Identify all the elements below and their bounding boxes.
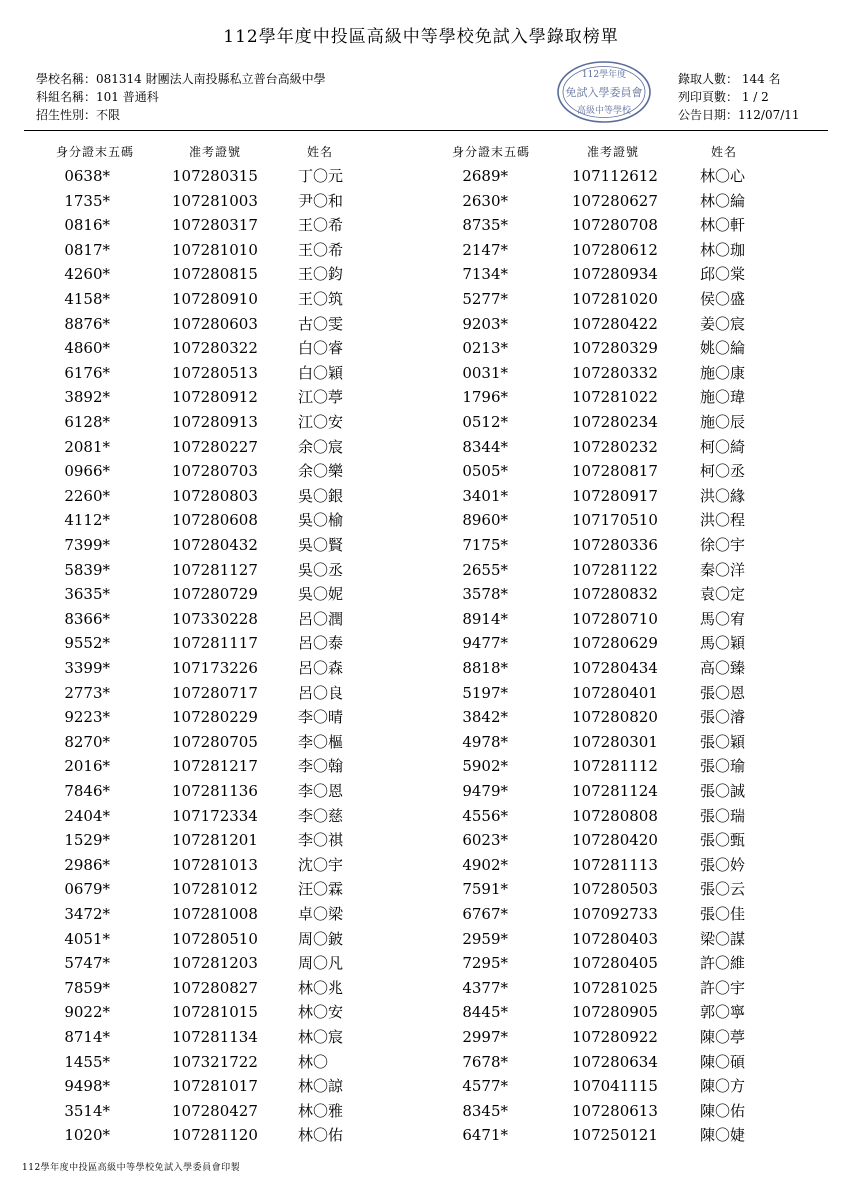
row-exam-left: 107281134	[172, 1028, 258, 1046]
row-name-right: 許〇維	[700, 954, 746, 973]
row-id-right: 9477*	[462, 634, 508, 653]
row-name-right: 馬〇宥	[700, 609, 746, 628]
col-header-id-left: 身分證末五碼	[55, 145, 134, 159]
row-id-right: 2997*	[462, 1028, 508, 1046]
row-id-left: 1020*	[64, 1126, 110, 1145]
row-exam-right: 107170510	[572, 511, 658, 530]
row-id-right: 6471*	[462, 1126, 508, 1145]
announce-date: 公告日期：112/07/11	[678, 108, 800, 122]
row-name-right: 張〇恩	[700, 683, 746, 702]
row-name-right: 侯〇盛	[700, 290, 746, 308]
col-header-id-right: 身分證末五碼	[451, 145, 530, 159]
row-name-left: 林〇宸	[298, 1028, 344, 1046]
row-name-right: 張〇濬	[700, 708, 746, 727]
row-exam-left: 107280227	[172, 437, 258, 456]
row-id-right: 3401*	[462, 486, 508, 505]
row-exam-right: 107280232	[572, 437, 658, 456]
row-exam-left: 107281203	[172, 954, 258, 973]
row-id-left: 5747*	[64, 954, 110, 973]
row-name-left: 江〇安	[298, 413, 344, 431]
row-name-left: 丁〇元	[298, 167, 344, 185]
row-name-left: 卓〇梁	[298, 905, 344, 923]
row-id-left: 7859*	[64, 978, 110, 997]
row-exam-left: 107280815	[172, 265, 258, 284]
row-name-left: 王〇鈞	[298, 265, 344, 284]
row-name-left: 呂〇泰	[298, 634, 344, 653]
row-id-left: 3399*	[64, 659, 110, 677]
row-exam-left: 107281015	[172, 1003, 258, 1022]
row-id-right: 8345*	[462, 1101, 508, 1120]
row-id-right: 4377*	[462, 978, 508, 997]
row-exam-left: 107330228	[172, 609, 258, 628]
row-exam-right: 107281022	[572, 388, 658, 407]
row-id-left: 8270*	[64, 732, 110, 751]
row-id-left: 3472*	[64, 905, 110, 923]
row-name-right: 洪〇程	[700, 511, 746, 530]
row-id-right: 8344*	[462, 437, 508, 456]
row-id-left: 0817*	[64, 240, 110, 259]
row-id-right: 7295*	[462, 954, 508, 973]
row-exam-right: 107041115	[572, 1077, 658, 1096]
row-id-left: 6128*	[64, 413, 110, 431]
row-exam-right: 107280422	[572, 314, 658, 333]
row-exam-right: 107112612	[572, 167, 658, 185]
row-exam-right: 107250121	[572, 1126, 658, 1145]
row-id-left: 4051*	[64, 929, 110, 948]
row-name-left: 呂〇潤	[298, 609, 344, 628]
row-exam-right: 107280629	[572, 634, 658, 653]
row-exam-left: 107281017	[172, 1077, 258, 1096]
row-name-right: 林〇心	[700, 167, 746, 185]
row-exam-left: 107280803	[172, 486, 258, 505]
row-id-right: 0505*	[462, 462, 508, 481]
row-name-right: 張〇誠	[700, 782, 746, 800]
row-exam-left: 107281120	[172, 1126, 258, 1145]
row-id-left: 8876*	[64, 314, 110, 333]
row-exam-left: 107280427	[172, 1101, 258, 1120]
row-name-left: 古〇雯	[298, 314, 344, 333]
row-exam-left: 107281008	[172, 905, 258, 923]
page-count: 列印頁數： 1 / 2	[678, 90, 769, 104]
row-exam-left: 107321722	[172, 1052, 258, 1071]
col-header-name-right: 姓名	[710, 145, 737, 159]
row-exam-left: 107280315	[172, 167, 258, 185]
row-id-left: 3514*	[64, 1101, 110, 1120]
row-exam-right: 107280817	[572, 462, 658, 481]
row-name-right: 張〇云	[700, 880, 746, 899]
row-id-left: 3892*	[64, 388, 110, 407]
row-id-left: 0638*	[64, 167, 110, 185]
row-id-left: 1455*	[64, 1052, 110, 1071]
row-id-right: 1796*	[462, 388, 508, 407]
row-id-left: 4260*	[64, 265, 110, 284]
row-exam-right: 107280905	[572, 1003, 658, 1022]
row-id-right: 9203*	[462, 314, 508, 333]
row-name-left: 白〇睿	[298, 339, 344, 358]
row-id-left: 9223*	[64, 708, 110, 727]
row-id-left: 7846*	[64, 782, 110, 800]
row-exam-right: 107280612	[572, 240, 658, 259]
row-id-right: 5197*	[462, 683, 508, 702]
row-id-left: 2404*	[64, 806, 110, 825]
row-name-left: 吳〇妮	[298, 585, 344, 604]
row-exam-right: 107281122	[572, 560, 658, 579]
row-exam-right: 107280922	[572, 1028, 658, 1046]
row-exam-right: 107280420	[572, 831, 658, 850]
row-name-right: 張〇瑜	[700, 757, 746, 776]
row-name-left: 吳〇銀	[298, 486, 344, 505]
row-id-left: 4112*	[64, 511, 110, 530]
row-exam-left: 107281217	[172, 757, 258, 776]
row-name-right: 梁〇謀	[700, 929, 746, 948]
gender-info: 招生性別：不限	[36, 108, 121, 122]
page-title: 112學年度中投區高級中等學校免試入學錄取榜單	[223, 27, 619, 47]
row-exam-right: 107281113	[572, 855, 658, 874]
row-id-left: 0966*	[64, 462, 110, 481]
row-name-right: 陳〇方	[700, 1077, 746, 1096]
row-id-right: 0213*	[462, 339, 508, 358]
row-exam-left: 107280513	[172, 363, 258, 382]
row-id-left: 2260*	[64, 486, 110, 505]
row-exam-left: 107280913	[172, 413, 258, 431]
footer-note: 112學年度中投區高級中等學校免試入學委員會印製	[22, 1163, 241, 1173]
row-exam-left: 107280229	[172, 708, 258, 727]
row-name-left: 余〇宸	[298, 437, 344, 456]
row-id-left: 1735*	[64, 191, 110, 210]
row-id-right: 2630*	[462, 191, 508, 210]
row-name-right: 張〇妗	[700, 855, 746, 874]
row-exam-left: 107281012	[172, 880, 258, 899]
row-id-right: 4556*	[462, 806, 508, 825]
row-name-right: 陳〇婕	[700, 1126, 746, 1145]
row-exam-right: 107280613	[572, 1101, 658, 1120]
row-exam-right: 107280434	[572, 659, 658, 677]
row-exam-right: 107281020	[572, 290, 658, 308]
row-name-right: 郭〇寧	[700, 1003, 746, 1022]
row-exam-left: 107280603	[172, 314, 258, 333]
row-exam-left: 107281136	[172, 782, 258, 800]
row-name-left: 王〇希	[298, 240, 344, 259]
row-name-left: 李〇慈	[298, 806, 344, 825]
row-exam-right: 107280332	[572, 363, 658, 382]
admission-summary	[678, 70, 800, 124]
col-header-exam-left: 准考證號	[188, 145, 241, 159]
row-id-right: 8445*	[462, 1003, 508, 1022]
row-id-right: 3842*	[462, 708, 508, 727]
row-exam-left: 107173226	[172, 659, 258, 677]
row-id-left: 9498*	[64, 1077, 110, 1096]
row-id-right: 8960*	[462, 511, 508, 530]
row-exam-right: 107280627	[572, 191, 658, 210]
row-id-right: 7134*	[462, 265, 508, 284]
row-exam-right: 107280917	[572, 486, 658, 505]
row-id-right: 2147*	[462, 240, 508, 259]
row-id-left: 4158*	[64, 290, 110, 308]
row-name-right: 陳〇碩	[700, 1052, 746, 1071]
row-exam-right: 107280403	[572, 929, 658, 948]
row-name-right: 張〇瑞	[700, 806, 746, 825]
row-id-right: 6023*	[462, 831, 508, 850]
row-name-left: 林〇諒	[298, 1077, 344, 1096]
row-name-left: 李〇樞	[298, 732, 344, 751]
row-exam-right: 107280820	[572, 708, 658, 727]
row-exam-right: 107280634	[572, 1052, 658, 1071]
row-exam-right: 107281025	[572, 978, 658, 997]
row-id-left: 0679*	[64, 880, 110, 899]
row-id-right: 0512*	[462, 413, 508, 431]
row-name-left: 吳〇榆	[298, 511, 344, 530]
row-exam-left: 107280910	[172, 290, 258, 308]
row-name-right: 馬〇穎	[700, 634, 746, 653]
row-name-left: 李〇晴	[298, 708, 344, 727]
school-name: 學校名稱：081314 財團法人南投縣私立普台高級中學	[36, 72, 326, 86]
row-name-right: 柯〇綺	[700, 437, 746, 456]
row-name-right: 林〇珈	[700, 240, 746, 259]
row-exam-left: 107280510	[172, 929, 258, 948]
row-id-right: 7678*	[462, 1052, 508, 1071]
row-id-right: 0031*	[462, 363, 508, 382]
row-name-right: 洪〇緣	[700, 486, 746, 505]
row-id-right: 2959*	[462, 929, 508, 948]
row-id-left: 2773*	[64, 683, 110, 702]
row-exam-right: 107280301	[572, 732, 658, 751]
row-name-right: 許〇宇	[700, 978, 746, 997]
row-id-right: 6767*	[462, 905, 508, 923]
row-name-left: 王〇希	[298, 216, 344, 235]
row-exam-right: 107280329	[572, 339, 658, 358]
row-exam-left: 107280705	[172, 732, 258, 751]
row-name-right: 柯〇丞	[700, 462, 746, 481]
row-id-right: 9479*	[462, 782, 508, 800]
row-id-right: 7591*	[462, 880, 508, 899]
row-name-left: 林〇雅	[298, 1101, 344, 1120]
row-exam-left: 107280717	[172, 683, 258, 702]
row-id-right: 4902*	[462, 855, 508, 874]
committee-seal	[556, 60, 652, 124]
row-exam-left: 107281201	[172, 831, 258, 850]
row-id-left: 7399*	[64, 536, 110, 554]
admitted-count: 錄取人數： 144 名	[678, 72, 781, 86]
row-name-left: 林〇安	[298, 1003, 344, 1022]
row-name-left: 汪〇霖	[298, 880, 344, 899]
row-id-right: 2689*	[462, 167, 508, 185]
row-name-right: 施〇康	[700, 363, 746, 382]
row-name-right: 陳〇佑	[700, 1101, 746, 1120]
row-name-right: 林〇綸	[700, 191, 746, 210]
row-name-left: 呂〇森	[298, 659, 344, 677]
row-name-left: 呂〇良	[298, 683, 344, 702]
row-exam-right: 107280934	[572, 265, 658, 284]
row-id-left: 6176*	[64, 363, 110, 382]
row-id-left: 3635*	[64, 585, 110, 604]
row-exam-left: 107281010	[172, 240, 258, 259]
row-exam-left: 107281117	[172, 634, 258, 653]
row-id-right: 4978*	[462, 732, 508, 751]
row-exam-right: 107280336	[572, 536, 658, 554]
row-exam-left: 107281127	[172, 560, 258, 579]
row-name-right: 林〇軒	[700, 216, 746, 235]
row-id-right: 3578*	[462, 585, 508, 604]
row-name-left: 李〇祺	[298, 831, 344, 850]
row-name-left: 吳〇丞	[298, 560, 344, 579]
row-exam-left: 107280729	[172, 585, 258, 604]
row-name-left: 林〇兆	[298, 978, 344, 997]
row-id-right: 4577*	[462, 1077, 508, 1096]
row-exam-left: 107280827	[172, 978, 258, 997]
row-id-right: 5902*	[462, 757, 508, 776]
row-id-left: 5839*	[64, 560, 110, 579]
row-name-right: 姜〇宸	[700, 314, 746, 333]
row-name-right: 張〇甄	[700, 831, 746, 850]
row-name-left: 周〇鈹	[298, 929, 344, 948]
row-exam-right: 107280401	[572, 683, 658, 702]
row-exam-left: 107281013	[172, 855, 258, 874]
row-exam-right: 107280832	[572, 585, 658, 604]
row-name-right: 張〇穎	[700, 732, 746, 751]
department-name: 科組名稱：101 普通科	[36, 90, 159, 104]
row-exam-left: 107280317	[172, 216, 258, 235]
row-name-right: 施〇瑋	[700, 388, 746, 407]
col-header-name-left: 姓名	[306, 145, 333, 159]
seal-text-bottom: 高級中等學校	[576, 106, 632, 116]
row-id-left: 8366*	[64, 609, 110, 628]
row-id-left: 9552*	[64, 634, 110, 653]
row-exam-left: 107280432	[172, 536, 258, 554]
row-id-left: 2016*	[64, 757, 110, 776]
row-name-left: 余〇樂	[298, 462, 344, 481]
seal-text-middle: 免試入學委員會	[565, 86, 643, 99]
row-exam-right: 107280503	[572, 880, 658, 899]
row-id-left: 4860*	[64, 339, 110, 358]
header-divider	[24, 130, 828, 131]
row-name-left: 林〇	[298, 1052, 329, 1071]
row-id-right: 8818*	[462, 659, 508, 677]
row-exam-right: 107280405	[572, 954, 658, 973]
row-exam-left: 107280322	[172, 339, 258, 358]
row-name-left: 林〇佑	[298, 1126, 344, 1145]
row-name-right: 陳〇葶	[700, 1028, 746, 1046]
school-info	[36, 70, 326, 124]
row-name-left: 江〇葶	[298, 388, 344, 407]
row-name-left: 王〇筑	[298, 290, 344, 308]
row-id-right: 7175*	[462, 536, 508, 554]
seal-text-top: 112學年度	[581, 70, 627, 80]
row-id-right: 2655*	[462, 560, 508, 579]
row-name-left: 吳〇賢	[298, 536, 344, 554]
row-id-left: 2081*	[64, 437, 110, 456]
row-exam-right: 107280234	[572, 413, 658, 431]
row-name-right: 邱〇棠	[700, 265, 746, 284]
row-id-left: 2986*	[64, 855, 110, 874]
row-name-right: 徐〇宇	[700, 536, 746, 554]
row-name-right: 張〇佳	[700, 905, 746, 923]
row-id-left: 9022*	[64, 1003, 110, 1022]
row-exam-left: 107280703	[172, 462, 258, 481]
row-id-right: 8735*	[462, 216, 508, 235]
row-name-right: 姚〇綸	[700, 339, 746, 358]
row-name-right: 高〇臻	[700, 659, 746, 677]
row-exam-left: 107280912	[172, 388, 258, 407]
row-exam-right: 107280808	[572, 806, 658, 825]
row-id-left: 1529*	[64, 831, 110, 850]
row-name-left: 李〇翰	[298, 757, 344, 776]
row-exam-right: 107281112	[572, 757, 658, 776]
row-name-left: 尹〇和	[298, 191, 344, 210]
row-id-right: 8914*	[462, 609, 508, 628]
row-exam-left: 107281003	[172, 191, 258, 210]
row-id-left: 8714*	[64, 1028, 110, 1046]
row-name-left: 李〇恩	[298, 782, 344, 800]
row-exam-left: 107172334	[172, 806, 258, 825]
row-name-right: 袁〇定	[700, 585, 746, 604]
row-exam-right: 107281124	[572, 782, 658, 800]
row-id-left: 0816*	[64, 216, 110, 235]
row-exam-left: 107280608	[172, 511, 258, 530]
row-exam-right: 107280710	[572, 609, 658, 628]
row-name-left: 白〇穎	[298, 363, 344, 382]
row-name-left: 周〇凡	[298, 954, 344, 973]
col-header-exam-right: 准考證號	[586, 145, 639, 159]
row-exam-right: 107092733	[572, 905, 658, 923]
row-exam-right: 107280708	[572, 216, 658, 235]
row-name-right: 施〇辰	[700, 413, 746, 431]
row-name-left: 沈〇宇	[298, 855, 344, 874]
row-id-right: 5277*	[462, 290, 508, 308]
row-name-right: 秦〇洋	[700, 560, 746, 579]
